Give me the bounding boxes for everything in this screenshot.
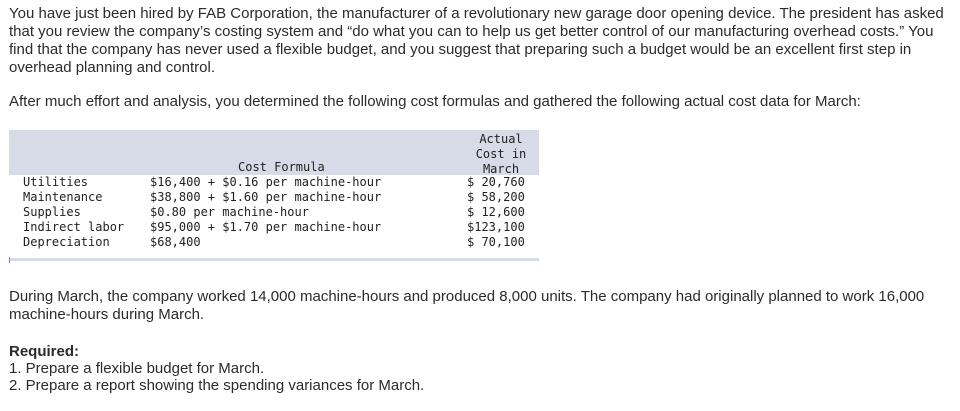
intro-paragraph: You have just been hired by FAB Corporation, the manufacturer of a revolutionary new garage door opening device. The president has asked that you review the company’s costing system and “do what you can to help us get better control of our manufacturing overhead costs.” You find that the company has never used a flexible budget, and you suggest that preparing such a budget would be an excellent first step in overhead planning and control. [9, 5, 944, 76]
required-item-1: 1. Prepare a flexible budget for March. [9, 360, 265, 377]
required-label: Required: [9, 343, 80, 360]
row-formula-depreciation: $68,400 [150, 235, 201, 249]
row-formula-maintenance: $38,800 + $1.60 per machine-hour [150, 190, 382, 204]
row-formula-utilities: $16,400 + $0.16 per machine-hour [150, 175, 382, 189]
analysis-paragraph: After much effort and analysis, you determined the following cost formulas and gathered the following actual cost data for March: [9, 93, 861, 110]
row-item-supplies: Supplies [23, 205, 81, 219]
row-item-indirect-labor: Indirect labor [23, 220, 125, 234]
row-item-maintenance: Maintenance [23, 190, 103, 204]
row-formula-indirect-labor: $95,000 + $1.70 per machine-hour [150, 220, 382, 234]
row-actual-utilities: $ 20,760 [467, 175, 525, 189]
header-actual-cost: Actual Cost in March [475, 132, 527, 176]
row-item-utilities: Utilities [23, 175, 89, 189]
header-cost-formula: Cost Formula [238, 160, 325, 174]
cost-formula-table [9, 130, 539, 260]
row-actual-supplies: $ 12,600 [467, 205, 525, 219]
required-item-2: 2. Prepare a report showing the spending variances for March. [9, 377, 425, 394]
row-actual-maintenance: $ 58,200 [467, 190, 525, 204]
row-item-depreciation: Depreciation [23, 235, 110, 249]
row-actual-depreciation: $ 70,100 [467, 235, 525, 249]
table-bottom-rule [9, 258, 539, 261]
row-formula-supplies: $0.80 per machine-hour [150, 205, 309, 219]
table-scroll-edge [9, 257, 10, 263]
march-paragraph: During March, the company worked 14,000 machine-hours and produced 8,000 units. The company had originally planned to work 16,000 machine-hours during March. [9, 288, 925, 323]
row-actual-indirect-labor: $123,100 [467, 220, 525, 234]
